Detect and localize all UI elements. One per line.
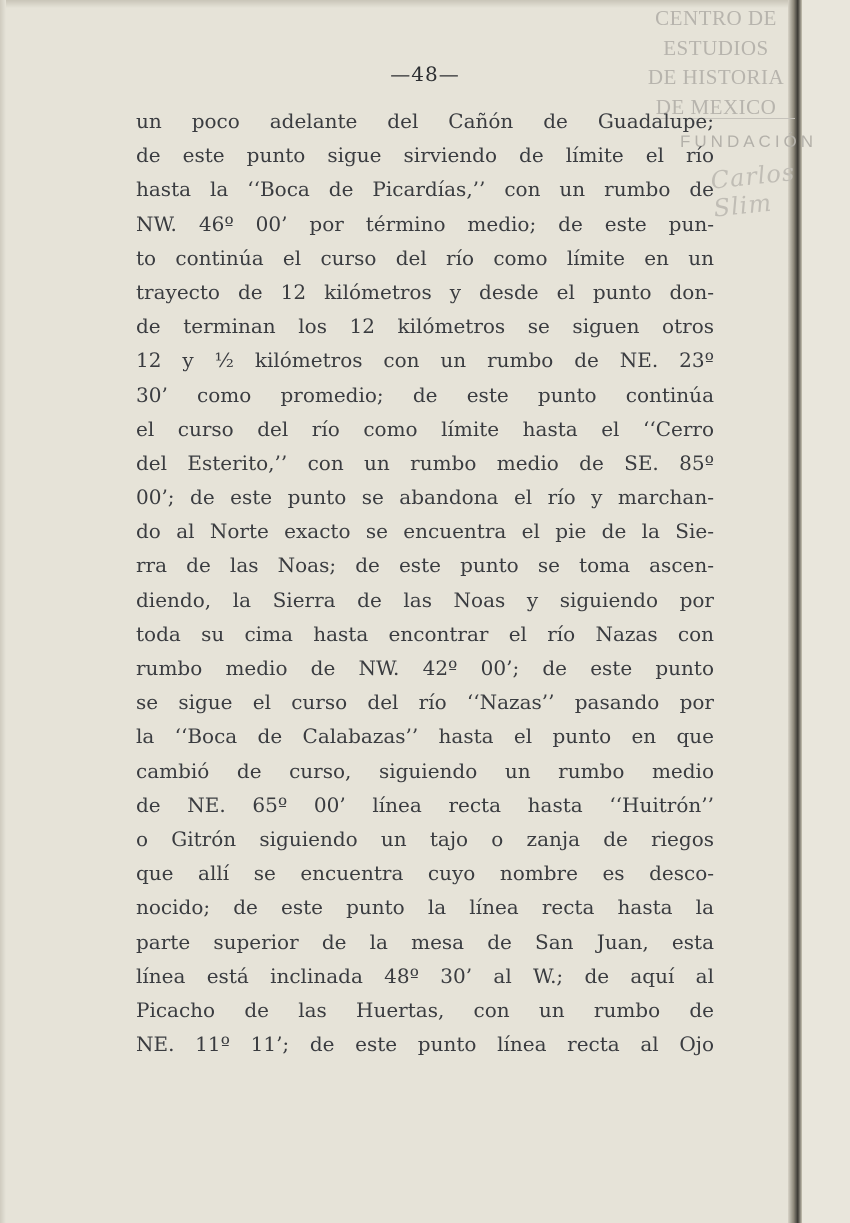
- text-line: de terminan los 12 kilómetros se siguen otros: [136, 314, 714, 339]
- text-line: trayecto de 12 kilómetros y desde el punto don-: [136, 279, 714, 304]
- text-line: to continúa el curso del río como límite en un: [136, 245, 714, 270]
- text-line: rumbo medio de NW. 42º 00’; de este punto: [136, 656, 714, 680]
- text-line: que allí se encuentra cuyo nombre es desco-: [136, 861, 714, 886]
- text-line: el curso del río como límite hasta el ‘‘Cerro: [136, 416, 714, 441]
- text-line: rra de las Noas; de este punto se toma ascen-: [136, 553, 714, 578]
- text-line: de este punto sigue sirviendo de límite el río: [136, 143, 714, 168]
- text-line: se sigue el curso del río ‘‘Nazas’’ pasando por: [136, 690, 714, 715]
- page-number: —48—: [390, 62, 460, 86]
- text-line: parte superior de la mesa de San Juan, esta: [136, 929, 714, 954]
- text-line: del Esterito,’’ con un rumbo medio de SE. 85º: [136, 450, 714, 475]
- text-line: un poco adelante del Cañón de Guadalupe;: [136, 109, 714, 133]
- text-line: la ‘‘Boca de Calabazas’’ hasta el punto en que: [136, 724, 714, 749]
- text-line: de NE. 65º 00’ línea recta hasta ‘‘Huitrón’’: [136, 792, 714, 817]
- text-line: NE. 11º 11’; de este punto línea recta al Ojo: [136, 1032, 714, 1057]
- scan-left-edge: [0, 0, 6, 1223]
- stamp-line-1: CENTRO DE: [655, 6, 777, 30]
- body-paragraph: [136, 104, 714, 1061]
- stamp-line-3: DE HISTORIA: [647, 65, 785, 89]
- text-line: hasta la ‘‘Boca de Picardías,’’ con un rumbo de: [136, 177, 714, 202]
- text-line: toda su cima hasta encontrar el río Nazas con: [136, 621, 714, 646]
- stamp-fundacion: FUNDACIÓN: [680, 132, 818, 151]
- text-line: línea está inclinada 48º 30’ al W.; de aquí al: [136, 963, 714, 988]
- text-line: NW. 46º 00’ por término medio; de este pun-: [136, 211, 714, 236]
- stamp-line-4: DE MEXICO: [655, 94, 777, 119]
- stamp-line-2: ESTUDIOS: [663, 35, 769, 60]
- text-line: 12 y ½ kilómetros con un rumbo de NE. 23º: [136, 348, 714, 373]
- text-line: Picacho de las Huertas, con un rumbo de: [136, 997, 714, 1022]
- text-line: cambió de curso, siguiendo un rumbo medio: [136, 758, 714, 783]
- text-line: do al Norte exacto se encuentra el pie de la Sie-: [136, 519, 714, 544]
- text-line: nocido; de este punto la línea recta hasta la: [136, 895, 714, 920]
- text-line: 30’ como promedio; de este punto continúa: [136, 382, 714, 407]
- text-line: o Gitrón siguiendo un tajo o zanja de riegos: [136, 826, 714, 851]
- text-line: 00’; de este punto se abandona el río y marchan-: [136, 485, 714, 510]
- stamp-signature: Carlos Slim: [709, 158, 797, 223]
- text-line: diendo, la Sierra de las Noas y siguiendo por: [136, 587, 714, 612]
